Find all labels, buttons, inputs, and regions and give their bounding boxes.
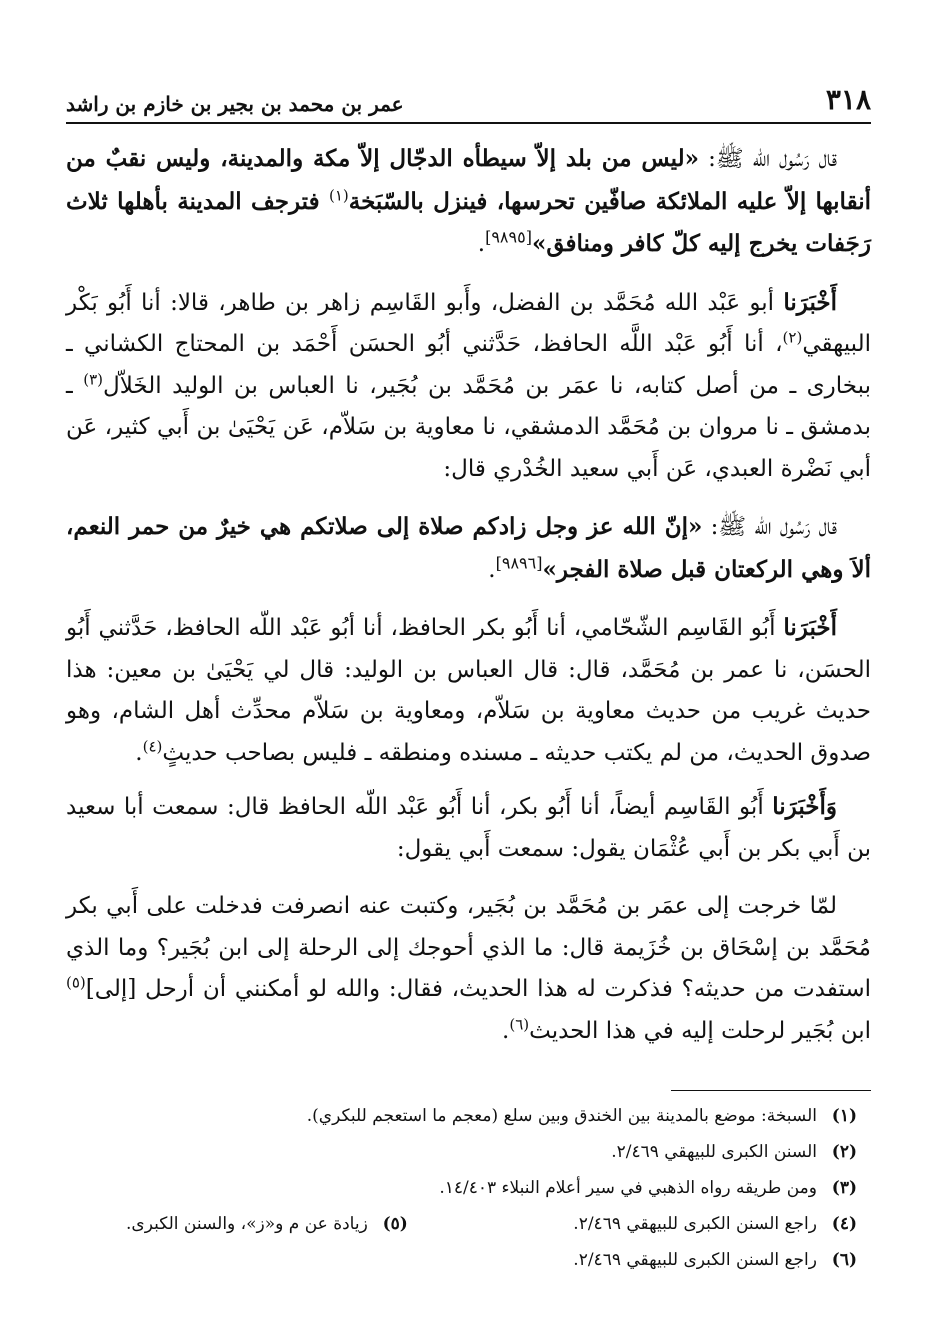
hadith-text: «إنّ الله عز وجل زادكم صلاة إلى صلاتكم هي خيرٌ من حمر النعم، ألاَ وهي الركعتان قبل صلاة الفجر» — [66, 513, 871, 583]
isnad-text-continued: ، أنا أَبُو عَبْد اللَّه الحافظ، حَدَّثني أبُو الحسَن أَحْمَد بن المحتاج الكشاني ـ ببخارى ـ من أصل كتابه، نا عمَر بن مُحَمَّد بن بُجَير، نا العباس بن الوليد الخَلاّل — [66, 331, 871, 399]
footnote-6 — [66, 1242, 857, 1278]
footnote-number: (٣) — [831, 1178, 857, 1198]
footnote-number: (١) — [831, 1106, 857, 1126]
footnote-text: ومن طريقه رواه الذهبي في سير أعلام النبلاء ١٤/٤٠٣. — [439, 1178, 817, 1198]
footnote-5 — [126, 1206, 408, 1242]
paragraph-end: . — [477, 231, 486, 257]
isnad-paragraph-2 — [66, 607, 871, 774]
page-header — [66, 72, 871, 124]
paragraph-end: . — [135, 739, 143, 766]
footnote-text: السبخة: موضع بالمدينة بين الخندق وبين سلع (معجم ما استعجم للبكري). — [306, 1106, 817, 1126]
hadith-paragraph-2 — [66, 506, 871, 591]
main-text — [66, 138, 871, 1064]
footnote-number: (٥) — [382, 1214, 408, 1234]
hadith-paragraph-1 — [66, 138, 871, 266]
footnote-2 — [66, 1134, 857, 1170]
hadith-reference-number: [٩٨٩٥] — [485, 227, 532, 247]
footnotes — [66, 1098, 857, 1278]
isnad-paragraph-3 — [66, 786, 871, 870]
akhbarana-keyword: أَخْبَرَنا — [783, 614, 837, 641]
hadith-text-continued: فترجف المدينة بأهلها ثلاث رَجَفات يخرج إليه كلّ كافر ومنافق» — [66, 187, 871, 257]
hadith-reference-number: [٩٨٩٦] — [495, 552, 543, 572]
footnote-row — [66, 1206, 857, 1242]
footnote-1 — [66, 1098, 857, 1134]
page-number: ٣١٨ — [825, 83, 871, 116]
footnote-marker-3[interactable]: (٣) — [83, 369, 103, 388]
footnote-marker-2[interactable]: (٢) — [782, 328, 803, 347]
footnote-number: (٢) — [831, 1142, 857, 1162]
footnote-text: السنن الكبرى للبيهقي ٢/٤٦٩. — [611, 1142, 817, 1162]
akhbarana-keyword: أَخْبَرَنا — [783, 288, 837, 316]
narrative-text-continued: ابن بُجَير لرحلت إليه في هذا الحديث — [529, 1017, 871, 1044]
footnote-marker-4[interactable]: (٤) — [142, 736, 163, 755]
narrative-paragraph — [66, 886, 871, 1052]
footnote-marker-1[interactable]: (١) — [328, 185, 349, 204]
footnote-marker-6[interactable]: (٦) — [509, 1014, 530, 1033]
paragraph-end: . — [502, 1017, 510, 1044]
footnote-number: (٤) — [831, 1214, 857, 1234]
running-title: عمر بن محمد بن بجير بن خازم بن راشد — [66, 92, 404, 116]
isnad-text: أَبُو القَاسِم أيضاً، أنا أَبُو بكر، أنا أَبُو عَبْد اللّه الحافظ قال: سمعت أبا سعيد بن أَبي بكر بن أَبي عُثْمَان يقول: سمعت أَبي يقول: — [66, 794, 871, 862]
footnote-marker-5[interactable]: (٥) — [66, 973, 86, 992]
isnad-text-end: ـ بدمشق ـ نا مروان بن مُحَمَّد الدمشقي، نا معاوية بن سَلاّم، عَن يَحْيَىٰ بن أَبي كثير، عَن أبي نَضْرة العبدي، عَن أَبي سعيد الخُدْري قال: — [66, 372, 871, 482]
footnote-number: (٦) — [831, 1250, 857, 1270]
isnad-paragraph-1 — [66, 282, 871, 491]
narrative-text: لمّا خرجت إلى عمَر بن مُحَمَّد بن بُجَير، وكتبت عنه انصرفت فدخلت على أَبي بكر مُحَمَّد بن إسْحَاق بن خُزَيمة قال: ما الذي أحوجك إلى الرحلة إلى ابن بُجَير؟ وما الذي استفدت من حديثه؟ فذكرت له هذا الحديث، فقال: والله لو أمكنني أن أرحل [إلى] — [66, 893, 871, 1002]
footnote-text: راجع السنن الكبرى للبيهقي ٢/٤٦٩. — [573, 1250, 817, 1270]
isnad-text: أبو عَبْد الله مُحَمَّد بن الفضل، وأَبو القَاسِم زاهر بن طاهر، قالا: أنا أَبُو بَكْر البيهقي — [66, 289, 871, 357]
hadith-text: «ليس من بلد إلاّ سيطأه الدجّال إلاّ مكة والمدينة، وليس نقبٌ من أنقابها إلاّ عليه الملائكة صافّين تحرسها، فينزل بالسّبَخة — [66, 145, 871, 215]
hadith-lead: قال رَسُول الله ﷺ: — [699, 146, 837, 172]
wa-akhbarana-keyword: وَأَخْبَرَنا — [772, 793, 837, 820]
hadith-lead: قال رَسُول الله ﷺ: — [702, 514, 837, 540]
footnote-divider — [671, 1090, 871, 1091]
footnote-4 — [573, 1206, 857, 1242]
footnote-text: راجع السنن الكبرى للبيهقي ٢/٤٦٩. — [573, 1214, 817, 1234]
footnote-3 — [66, 1170, 857, 1206]
paragraph-end: . — [488, 556, 496, 583]
isnad-text: أَبُو القَاسِم الشّحّامي، أنا أَبُو بكر الحافظ، أنا أبُو عَبْد اللّه الحافظ، حَدَّثني أَبُو الحسَن، نا عمر بن مُحَمَّد، قال: قال العباس بن الوليد: قال لي يَحْيَىٰ بن معين: هذا حديث غريب من حديث معاوية بن سَلاّم، ومعاوية بن سَلاّم محدِّث أهل الشام، وهو صدوق الحديث، من لم يكتب حديثه ـ مسنده ومنطقه ـ فليس بصاحب حديثٍ — [66, 615, 871, 766]
footnote-text: زيادة عن م و«ز»، والسنن الكبرى. — [126, 1214, 368, 1234]
